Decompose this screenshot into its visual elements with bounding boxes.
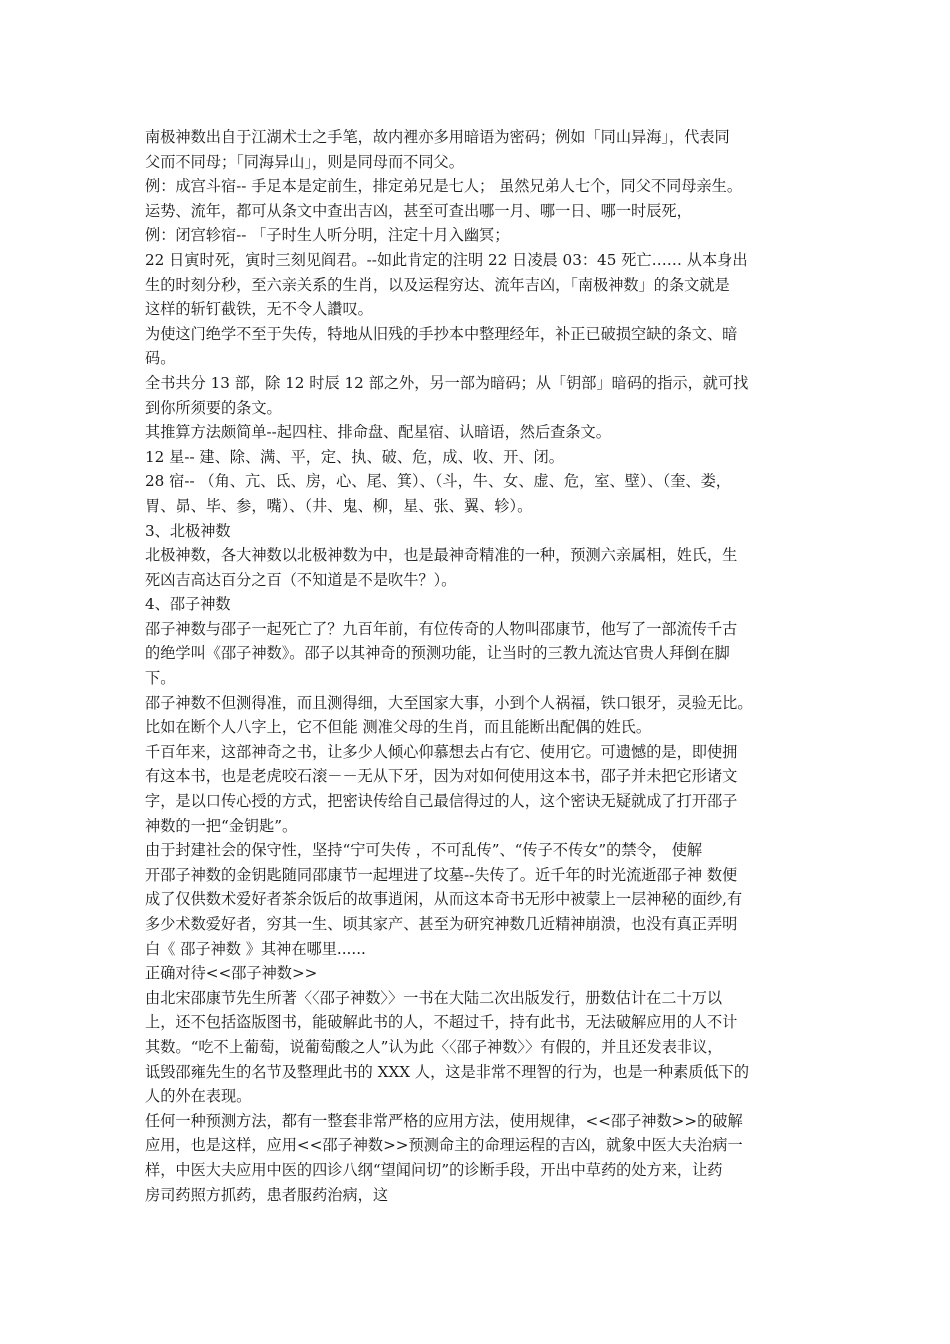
- text-line: 千百年来，这部神奇之书，让多少人倾心仰慕想去占有它、使用它。可遗憾的是，即使拥: [145, 742, 738, 761]
- text-line: 邵子神数与邵子一起死亡了？九百年前，有位传奇的人物叫邵康节，他写了一部流传千古: [145, 619, 738, 638]
- text-line: 南极神数出自于江湖术士之手笔，故内裡亦多用暗语为密码；例如「同山异海」，代表同: [145, 128, 730, 146]
- text-line: 下。: [145, 669, 176, 688]
- text-line: 这样的斩钉截铁，无不令人讚叹。: [145, 300, 373, 319]
- text-line: 样，中医大夫应用中医的四诊八纲“望闻问切”的诊断手段，开出中草药的处方来，让药: [145, 1160, 723, 1179]
- text-line: 生的时刻分秒，至六亲关系的生肖，以及运程穷达、流年吉凶，「南极神数」的条文就是: [145, 275, 730, 294]
- text-line: 北极神数，各大神数以北极神数为中，也是最神奇精准的一种，预测六亲属相，姓氏，生: [145, 546, 738, 565]
- text-line: 成了仅供数术爱好者茶余饭后的故事逍闲，从而这本奇书无形中被蒙上一层神秘的面纱,有: [145, 890, 743, 909]
- text-line: 22 日寅时死，寅时三刻见阎君。--如此肯定的注明 22 日凌晨 03：45 死亡…… 从本身出: [145, 250, 748, 269]
- section-heading: 3、北极神数: [145, 521, 231, 540]
- document-body: [145, 125, 825, 1207]
- text-line: 全书共分 13 部，除 12 时辰 12 部之外，另一部为暗码；从「钥部」暗码的指示，就可找: [145, 373, 749, 392]
- text-line: 运势、流年，都可从条文中查出吉凶，甚至可查出哪一月、哪一日、哪一时辰死，: [145, 201, 692, 220]
- text-line: 码。: [145, 349, 176, 368]
- text-line: 胃、昴、毕、参，嘴）、（井、鬼、柳，星、张、翼、轸）。: [145, 496, 533, 515]
- text-line: 邵子神数不但测得准，而且测得细，大至国家大事，小到个人祸福，铁口银牙，灵验无比。: [145, 693, 753, 712]
- text-line: 有这本书，也是老虎咬石滚－－无从下牙，因为对如何使用这本书，邵子并未把它形诸文: [145, 767, 738, 786]
- text-line: 任何一种预测方法，都有一整套非常严格的应用方法，使用规律，<<邵子神数>>的破解: [145, 1111, 743, 1130]
- section-heading: 正确对待<<邵子神数>>: [145, 964, 318, 983]
- text-line: 上，还不包括盗版图书，能破解此书的人，不超过千，持有此书，无法破解应用的人不计: [145, 1013, 738, 1032]
- text-line: 父而不同母；「同海异山」，则是同母而不同父。: [145, 152, 464, 171]
- text-line: 诋毁邵雍先生的名节及整理此书的 XXX 人，这是非常不理智的行为，也是一种素质低下的: [145, 1062, 750, 1081]
- text-line: 由于封建社会的保守性，坚持“宁可失传 ，不可乱传”、“传子不传女”的禁令， 使解: [145, 841, 703, 860]
- text-line: 其推算方法颇简单--起四柱、排命盘、配星宿、认暗语，然后查条文。: [145, 423, 611, 442]
- text-line: 应用，也是这样，应用<<邵子神数>>预测命主的命理运程的吉凶，就象中医大夫治病一: [145, 1136, 743, 1155]
- text-line: 28 宿-- （角、亢、氐、房，心、尾、箕）、（斗，牛、女、虚、危，室、壁）、（奎、娄，: [145, 472, 731, 491]
- text-line: 神数的一把“金钥匙”。: [145, 816, 298, 835]
- text-line: 的绝学叫《邵子神数》。邵子以其神奇的预测功能，让当时的三教九流达官贵人拜倒在脚: [145, 644, 730, 663]
- text-line: 人的外在表现。: [145, 1087, 252, 1106]
- text-line: 字，是以口传心授的方式，把密诀传给自己最信得过的人，这个密诀无疑就成了打开邵子: [145, 792, 738, 811]
- text-line: 例：闭宫轸宿-- 「子时生人听分明，注定十月入幽冥；: [145, 226, 510, 245]
- text-line: 为使这门绝学不至于失传，特地从旧残的手抄本中整理经年，补正已破损空缺的条文、暗: [145, 324, 738, 343]
- text-line: 到你所须要的条文。: [145, 398, 282, 417]
- text-line: 开邵子神数的金钥匙随同邵康节一起埋进了坟墓--失传了。近千年的时光流逝邵子神 数便: [145, 865, 738, 884]
- text-line: 12 星-- 建、除、满、平，定、执、破、危，成、收、开、闭。: [145, 447, 564, 466]
- text-line: 由北宋邵康节先生所著〈〈邵子神数〉〉一书在大陆二次出版发行，册数估计在二十万以: [145, 988, 723, 1007]
- text-line: 其数。“吃不上葡萄，说葡萄酸之人”认为此〈〈邵子神数〉〉有假的，并且还发表非议，: [145, 1037, 723, 1056]
- text-line: 比如在断个人八字上，它不但能 测准父母的生肖，而且能断出配偶的姓氏。: [145, 718, 652, 737]
- text-line: 白《 邵子神数 》其神在哪里......: [145, 939, 366, 958]
- text-line: 例：成宫斗宿-- 手足本是定前生，排定弟兄是七人； 虽然兄弟人七个，同父不同母亲生。: [145, 177, 743, 196]
- text-line: 死凶吉高达百分之百（不知道是不是吹牛？）。: [145, 570, 457, 589]
- section-heading: 4、邵子神数: [145, 595, 231, 614]
- text-line: 房司药照方抓药，患者服药治病，这: [145, 1185, 388, 1204]
- text-line: 多少术数爱好者，穷其一生、顷其家产、甚至为研究神数几近精神崩溃，也没有真正弄明: [145, 915, 738, 933]
